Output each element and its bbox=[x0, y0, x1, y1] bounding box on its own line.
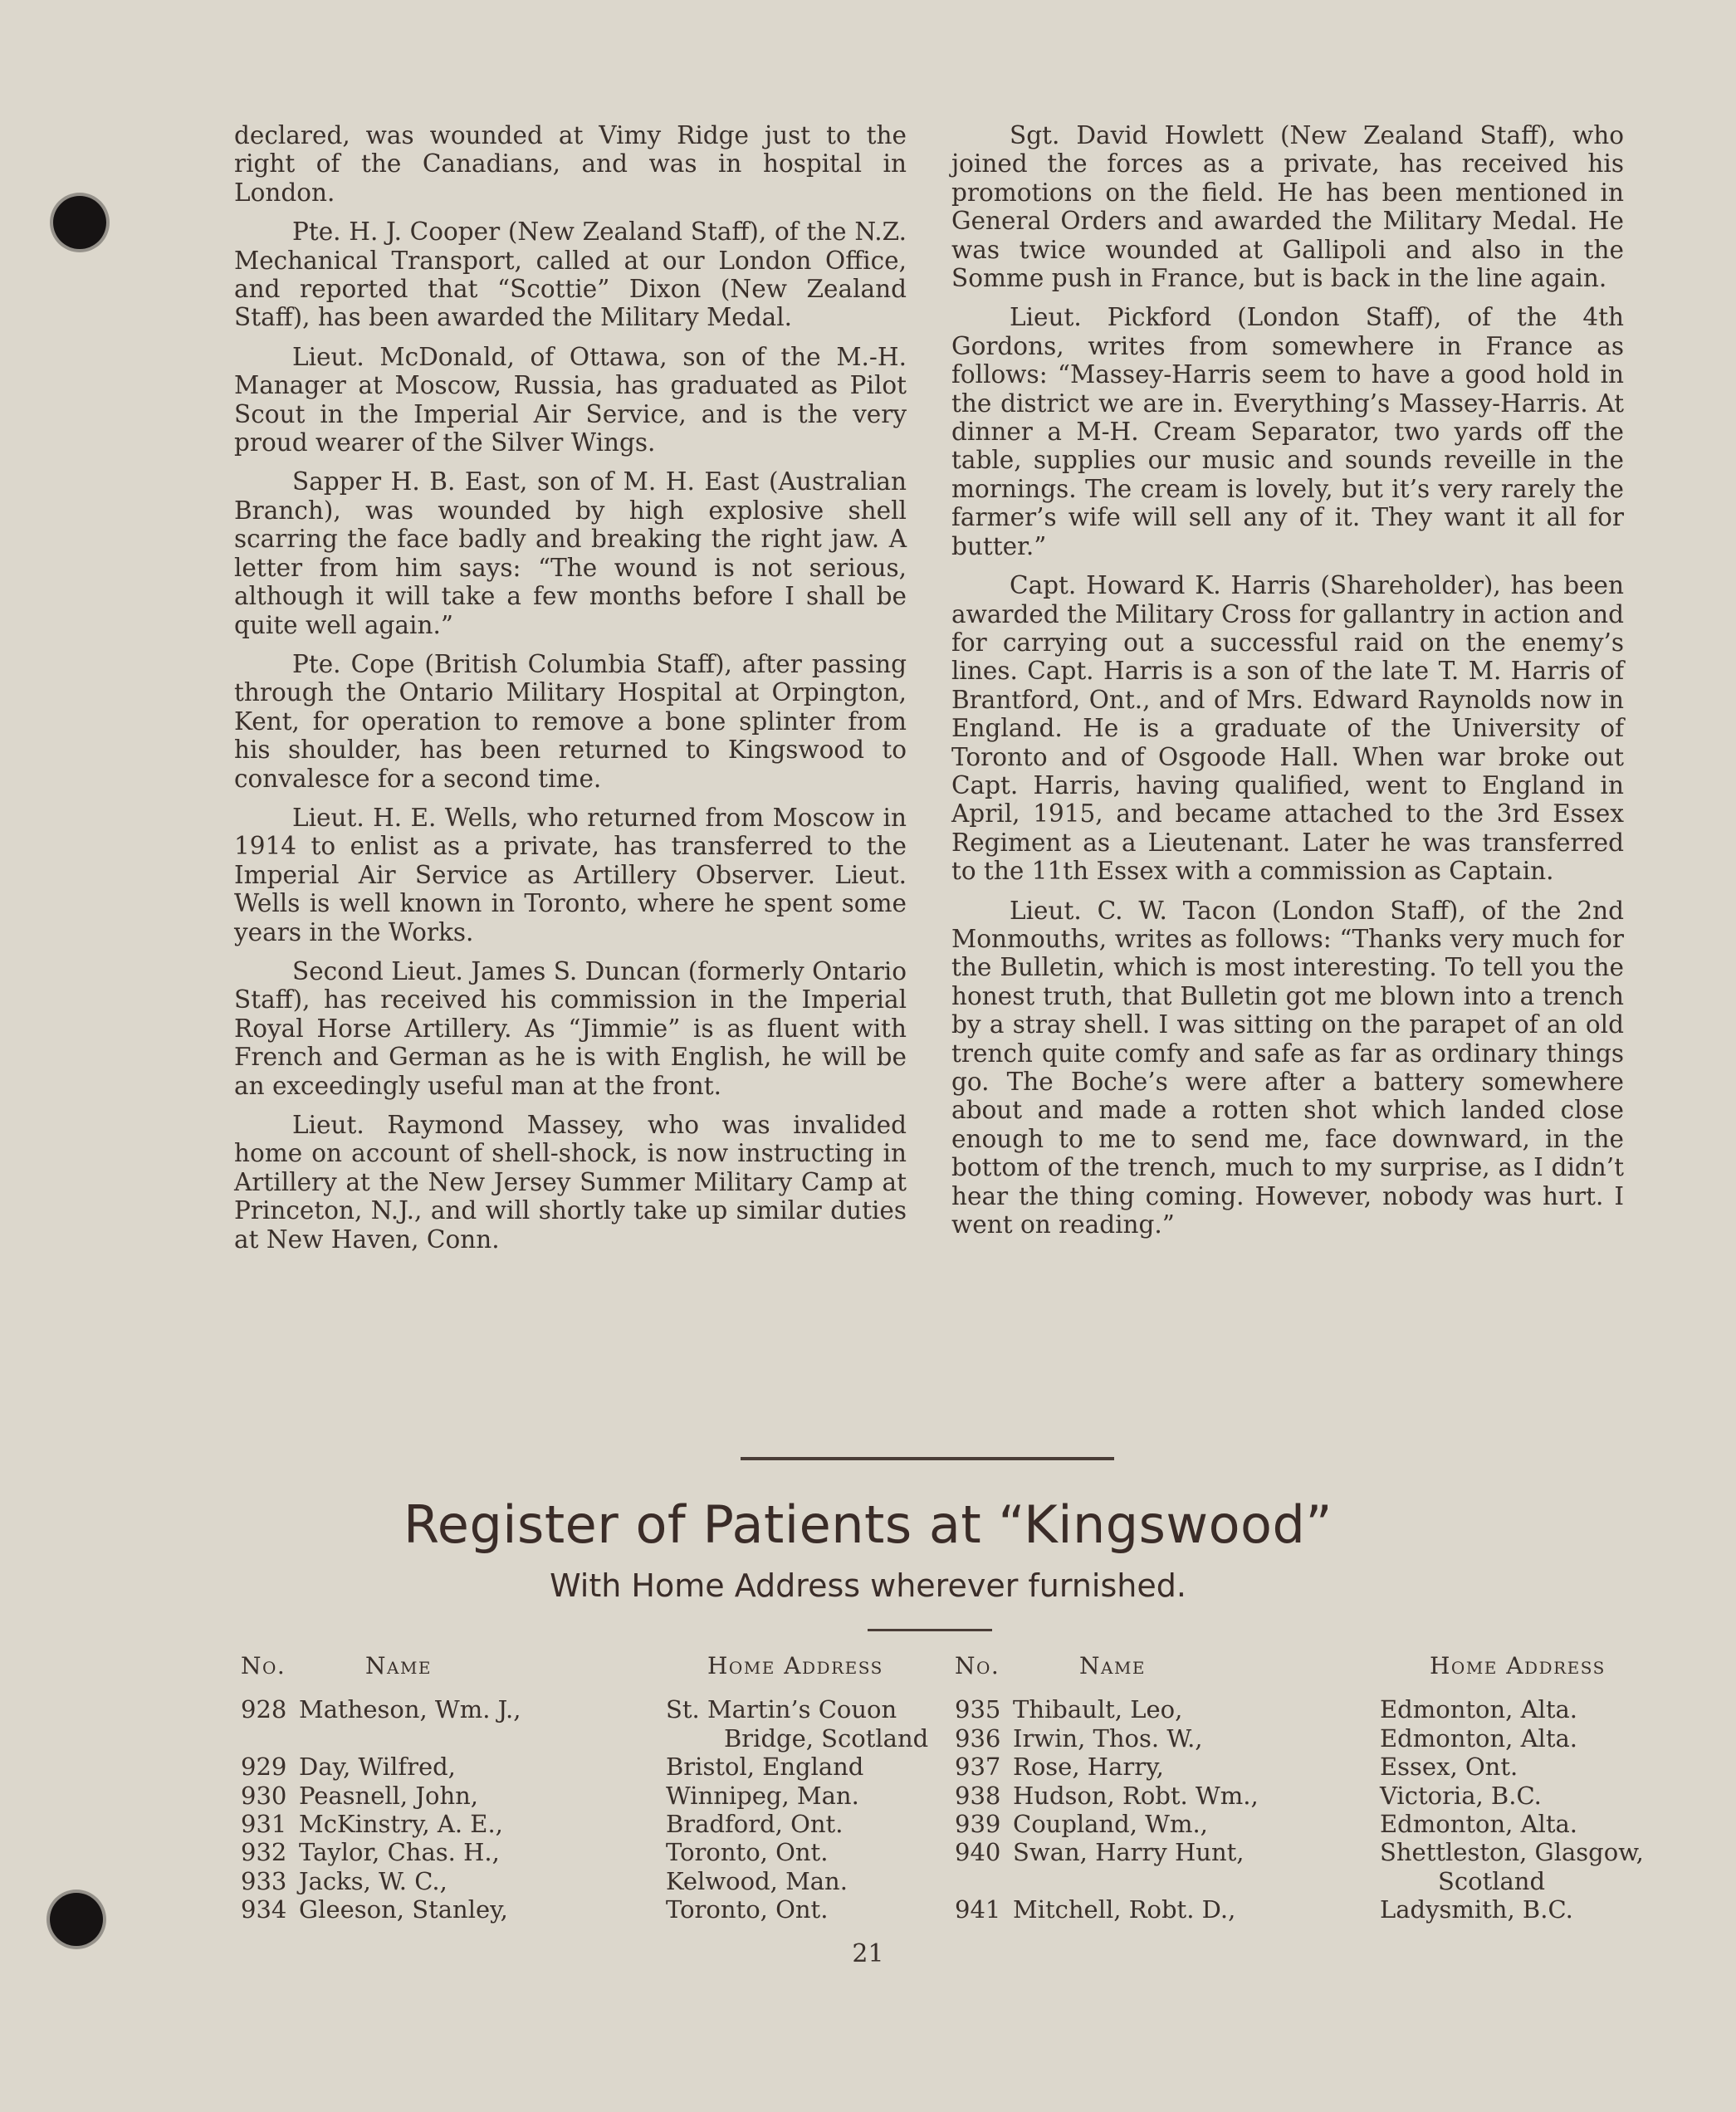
article-paragraph: declared, was wounded at Vimy Ridge just to the right of the Canadians, and was in hospital in London. bbox=[234, 121, 907, 207]
header-name: Name bbox=[365, 1652, 433, 1679]
patient-name: Irwin, Thos. W., bbox=[1013, 1723, 1203, 1753]
header-no: No. bbox=[241, 1652, 286, 1679]
article-paragraph: Pte. H. J. Cooper (New Zealand Staff), of the N.Z. Mechanical Transport, called at our London Office, and reported that “Scottie” Dixon (New Zealand Staff), has been awarded the Military Medal. bbox=[234, 218, 907, 332]
table-row bbox=[241, 1810, 1006, 1838]
patient-name: Swan, Harry Hunt, bbox=[1013, 1838, 1245, 1867]
patient-number: 938 bbox=[955, 1781, 1001, 1810]
article-paragraph: Pte. Cope (British Columbia Staff), after passing through the Ontario Military Hospital at Orpington, Kent, for operation to remove a bone splinter from his shoulder, has been returned to Kingswood to convalesce for a second time. bbox=[234, 649, 907, 793]
patient-name: Matheson, Wm. J., bbox=[299, 1695, 521, 1724]
right-article-column bbox=[951, 121, 1624, 1249]
table-row bbox=[955, 1895, 1729, 1924]
table-row bbox=[241, 1782, 1006, 1810]
article-paragraph: Lieut. H. E. Wells, who returned from Moscow in 1914 to enlist as a private, has transferred to the Imperial Air Service as Artillery Observer. Lieut. Wells is well known in Toronto, where he spent some years in the Works. bbox=[234, 803, 907, 946]
header-address: Home Address bbox=[1430, 1652, 1606, 1679]
article-paragraph: Lieut. C. W. Tacon (London Staff), of the 2nd Monmouths, writes as follows: “Thanks very much for the Bulletin, which is most interesting. To tell you the honest truth, that Bulletin got me blown into a trench by a stray shell. I was sitting on the parapet of an old trench quite comfy and safe as far as ordinary things go. The Boche’s were after a battery somewhere about and made a rotten shot which landed close enough to me to send me, face downward, in the bottom of the trench, much to my surprise, as I didn’t hear the thing coming. However, nobody was hurt. I went on reading.” bbox=[951, 896, 1624, 1239]
address-line: Winnipeg, Man. bbox=[666, 1781, 859, 1810]
address-line: Toronto, Ont. bbox=[666, 1838, 829, 1867]
patient-name: McKinstry, A. E., bbox=[299, 1810, 503, 1839]
header-address: Home Address bbox=[707, 1652, 883, 1679]
header-no: No. bbox=[955, 1652, 1000, 1679]
patient-number: 935 bbox=[955, 1695, 1001, 1724]
table-header-row bbox=[955, 1652, 1729, 1695]
address-line: St. Martin’s Couon bbox=[666, 1695, 897, 1724]
section-divider bbox=[741, 1457, 1114, 1460]
table-row bbox=[955, 1838, 1729, 1895]
patient-number: 936 bbox=[955, 1723, 1001, 1753]
patient-name: Gleeson, Stanley, bbox=[299, 1895, 508, 1924]
table-header-row bbox=[241, 1652, 1006, 1695]
address-line: Edmonton, Alta. bbox=[1380, 1695, 1577, 1724]
table-row bbox=[241, 1838, 1006, 1866]
patient-number: 933 bbox=[241, 1866, 287, 1895]
patient-number: 940 bbox=[955, 1838, 1001, 1867]
register-subtitle: With Home Address wherever furnished. bbox=[550, 1567, 1186, 1604]
binder-hole-top bbox=[53, 196, 106, 249]
table-row bbox=[955, 1695, 1729, 1723]
patient-name: Taylor, Chas. H., bbox=[299, 1838, 500, 1867]
address-line: Shettleston, Glasgow, bbox=[1380, 1838, 1644, 1867]
patient-name: Day, Wilfred, bbox=[299, 1753, 456, 1782]
table-row bbox=[241, 1867, 1006, 1895]
left-article-column bbox=[234, 121, 907, 1264]
table-row bbox=[241, 1695, 1006, 1753]
patient-address bbox=[1380, 1838, 1729, 1895]
address-line: Edmonton, Alta. bbox=[1380, 1723, 1577, 1753]
subtitle-divider bbox=[868, 1629, 992, 1631]
patient-name: Hudson, Robt. Wm., bbox=[1013, 1781, 1259, 1810]
address-line-continued: Scotland bbox=[1438, 1866, 1546, 1895]
table-row bbox=[955, 1810, 1729, 1838]
address-line: Ladysmith, B.C. bbox=[1380, 1895, 1573, 1924]
patient-number: 931 bbox=[241, 1810, 287, 1839]
patient-address bbox=[1380, 1695, 1729, 1723]
address-line: Bristol, England bbox=[666, 1753, 864, 1782]
table-row bbox=[955, 1782, 1729, 1810]
register-title: Register of Patients at “Kingswood” bbox=[403, 1494, 1333, 1555]
register-table-left bbox=[241, 1652, 1006, 1924]
patient-name: Rose, Harry, bbox=[1013, 1753, 1164, 1782]
binder-hole-bottom bbox=[50, 1893, 103, 1946]
table-row bbox=[241, 1753, 1006, 1781]
patient-name: Coupland, Wm., bbox=[1013, 1810, 1208, 1839]
table-row bbox=[955, 1753, 1729, 1781]
patient-address bbox=[1380, 1782, 1729, 1810]
register-table-right bbox=[955, 1652, 1729, 1924]
patient-name: Jacks, W. C., bbox=[299, 1866, 447, 1895]
patient-number: 941 bbox=[955, 1895, 1001, 1924]
patient-name: Mitchell, Robt. D., bbox=[1013, 1895, 1236, 1924]
article-paragraph: Lieut. McDonald, of Ottawa, son of the M.-H. Manager at Moscow, Russia, has graduated as Pilot Scout in the Imperial Air Service, and is the very proud wearer of the Silver Wings. bbox=[234, 342, 907, 457]
page-number: 21 bbox=[852, 1939, 884, 1968]
article-paragraph: Lieut. Raymond Massey, who was invalided home on account of shell-shock, is now instructing in Artillery at the New Jersey Summer Military Camp at Princeton, N.J., and will shortly take up similar duties at New Haven, Conn. bbox=[234, 1111, 907, 1254]
address-line-continued: Bridge, Scotland bbox=[724, 1723, 929, 1753]
patient-number: 932 bbox=[241, 1838, 287, 1867]
patient-address bbox=[1380, 1895, 1729, 1924]
address-line: Victoria, B.C. bbox=[1380, 1781, 1542, 1810]
patient-number: 939 bbox=[955, 1810, 1001, 1839]
patient-number: 928 bbox=[241, 1695, 287, 1724]
header-name: Name bbox=[1079, 1652, 1147, 1679]
patient-name: Thibault, Leo, bbox=[1013, 1695, 1183, 1724]
patient-number: 934 bbox=[241, 1895, 287, 1924]
article-paragraph: Lieut. Pickford (London Staff), of the 4th Gordons, writes from somewhere in France as follows: “Massey-Harris seem to have a good hold in the district we are in. Everything’s Massey-Harris. At dinner a M-H. Cream Separator, two yards off the table, supplies our music and sounds reveille in the mornings. The cream is lovely, but it’s very rarely the farmer’s wife will sell any of it. They want it all for butter.” bbox=[951, 303, 1624, 560]
patient-number: 937 bbox=[955, 1753, 1001, 1782]
address-line: Essex, Ont. bbox=[1380, 1753, 1518, 1782]
article-paragraph: Sgt. David Howlett (New Zealand Staff), who joined the forces as a private, has received his promotions on the field. He has been mentioned in General Orders and awarded the Military Medal. He was twice wounded at Gallipoli and also in the Somme push in France, but is back in the line again. bbox=[951, 121, 1624, 293]
address-line: Kelwood, Man. bbox=[666, 1866, 848, 1895]
article-paragraph: Second Lieut. James S. Duncan (formerly Ontario Staff), has received his commission in the Imperial Royal Horse Artillery. As “Jimmie” is as fluent with French and German as he is with English, he will be an exceedingly useful man at the front. bbox=[234, 956, 907, 1100]
address-line: Bradford, Ont. bbox=[666, 1810, 844, 1839]
patient-address bbox=[1380, 1724, 1729, 1753]
table-row bbox=[241, 1895, 1006, 1924]
table-row bbox=[955, 1724, 1729, 1753]
patient-number: 929 bbox=[241, 1753, 287, 1782]
patient-address bbox=[1380, 1810, 1729, 1838]
address-line: Toronto, Ont. bbox=[666, 1895, 829, 1924]
patient-address bbox=[1380, 1753, 1729, 1781]
article-paragraph: Capt. Howard K. Harris (Shareholder), has been awarded the Military Cross for gallantry in action and for carrying out a successful raid on the enemy’s lines. Capt. Harris is a son of the late T. M. Harris of Brantford, Ont., and of Mrs. Edward Raynolds now in England. He is a graduate of the University of Toronto and of Osgoode Hall. When war broke out Capt. Harris, having qualified, went to England in April, 1915, and became attached to the 3rd Essex Regiment as a Lieutenant. Later he was transferred to the 11th Essex with a commission as Captain. bbox=[951, 571, 1624, 886]
patient-name: Peasnell, John, bbox=[299, 1781, 479, 1810]
article-paragraph: Sapper H. B. East, son of M. H. East (Australian Branch), was wounded by high explosive shell scarring the face badly and breaking the right jaw. A letter from him says: “The wound is not serious, although it will take a few months before I shall be quite well again.” bbox=[234, 467, 907, 639]
patient-number: 930 bbox=[241, 1781, 287, 1810]
address-line: Edmonton, Alta. bbox=[1380, 1810, 1577, 1839]
